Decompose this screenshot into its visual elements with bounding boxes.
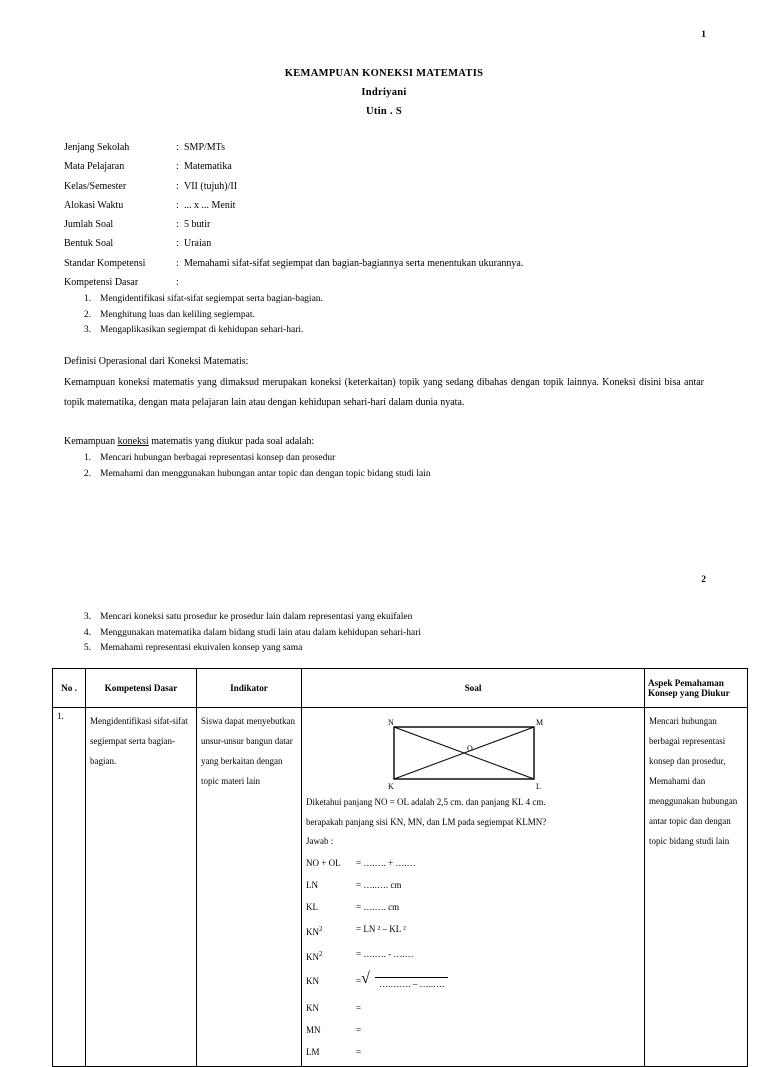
column-header-aspek-line1: Aspek Pemahaman — [648, 678, 724, 688]
meta-value: Uraian — [184, 238, 212, 250]
cell-aspek: Mencari hubungan berbagai representasi konsep dan prosedur, Memahami dan menggunakan hubungan antar topic dan dengan topic bidang studi lain — [645, 708, 748, 1067]
answer-line — [306, 1019, 640, 1041]
answer-line — [306, 943, 640, 968]
answer-line-label: MN — [306, 1024, 321, 1035]
meta-value: Memahami sifat-sifat segiempat dan bagian-bagiannya serta menentukan ukurannya. — [184, 257, 524, 269]
meta-value: VII (tujuh)/II — [184, 180, 238, 192]
answer-line-label — [306, 943, 356, 968]
rectangle-diagram-svg — [368, 715, 578, 791]
answer-line-equals: = — [356, 975, 362, 986]
answer-line-label-text: KN — [306, 951, 319, 962]
list-item-label: Mencari hubungan berbagai representasi konsep dan prosedur — [100, 453, 336, 463]
answer-line-value: = LN ² – KL ² — [356, 923, 406, 934]
list-item — [78, 610, 698, 626]
answer-line-value: = ….…. - ….… — [356, 948, 414, 959]
page-number-1: 1 — [701, 30, 706, 40]
list-item — [78, 292, 678, 308]
table-header-row — [53, 669, 748, 708]
list-item — [78, 626, 698, 642]
document-title-block — [0, 64, 768, 121]
list-item-number: 4. — [83, 627, 91, 638]
list-item-number: 3. — [83, 325, 91, 335]
definisi-heading: Definisi Operasional dari Koneksi Matematis: — [64, 356, 249, 367]
meta-row-bentuk-soal — [64, 234, 704, 253]
column-header-aspek-line2: Konsep yang Diukur — [648, 688, 730, 698]
list-item-number: 2. — [83, 309, 91, 320]
svg-text:L: L — [536, 782, 541, 791]
answer-line-label: KN — [306, 1002, 319, 1013]
meta-label: Mata Pelajaran — [64, 161, 125, 173]
svg-text:K: K — [388, 782, 394, 791]
answer-label: Jawab : — [306, 836, 334, 846]
answer-line-sqrt — [306, 968, 640, 997]
meta-label: Kelas/Semester — [64, 180, 127, 192]
answer-line-value: = …..…. cm — [356, 879, 402, 890]
meta-value: SMP/MTs — [184, 142, 225, 153]
answer-line-label — [306, 918, 356, 943]
svg-text:O: O — [467, 744, 473, 753]
kompetensi-dasar-list — [78, 292, 678, 339]
cell-indikator: Siswa dapat menyebutkan unsur-unsur bangun datar yang berkaitan dengan topic materi lain — [197, 708, 302, 1067]
list-item-number: 3. — [83, 612, 91, 622]
list-item — [78, 641, 698, 657]
meta-row-jenjang-sekolah — [64, 138, 704, 157]
answer-line-value: = — [356, 1002, 362, 1013]
answer-line-label: KL — [306, 901, 318, 912]
diukur-heading — [64, 432, 704, 452]
definisi-body: Kemampuan koneksi matematis yang dimaksud merupakan koneksi (keterkaitan) topik yang sedang dibahas dengan topik lainnya. Koneksi disini bisa antar topik matematika, dengan mata pelajaran lain atau dengan kehidupan sehari-hari dalam dunia nyata. — [64, 377, 704, 408]
meta-row-alokasi-waktu — [64, 196, 704, 215]
list-item-label: Mencari koneksi satu prosedur ke prosedur lain dalam representasi yang ekuifalen — [100, 612, 413, 622]
answer-line-label: LM — [306, 1046, 320, 1057]
meta-row-jumlah-soal — [64, 215, 704, 234]
meta-separator: : — [176, 219, 179, 231]
answer-line — [306, 1041, 640, 1063]
list-item-label: Mengaplikasikan segiempat di kehidupan sehari-hari. — [100, 325, 304, 335]
meta-value: 5 butir — [184, 219, 211, 231]
meta-row-kompetensi-dasar — [64, 273, 704, 292]
column-header-aspek — [645, 669, 748, 708]
table-header — [53, 669, 748, 708]
meta-value: ... x ... Menit — [184, 199, 236, 211]
meta-separator: : — [176, 161, 179, 173]
meta-separator: : — [176, 277, 179, 289]
diukur-list — [78, 451, 698, 482]
meta-label: Alokasi Waktu — [64, 199, 124, 211]
list-item-label: Menghitung luas dan keliling segiempat. — [100, 309, 255, 320]
meta-row-kelas-semester — [64, 177, 704, 196]
answer-line — [306, 852, 640, 874]
answer-line-value: = — [356, 1024, 362, 1035]
column-header-soal: Soal — [302, 669, 645, 708]
svg-text:N: N — [388, 718, 394, 727]
list-item — [78, 451, 698, 467]
list-item-number: 5. — [83, 643, 91, 653]
answer-line-exponent: 2 — [319, 924, 323, 933]
cell-no: 1. — [53, 708, 86, 1067]
column-header-indikator: Indikator — [197, 669, 302, 708]
diukur-heading-post: matematis yang diukur pada soal adalah: — [148, 436, 315, 447]
meta-separator: : — [176, 180, 179, 192]
answer-line-label-text: KN — [306, 926, 319, 937]
meta-value — [184, 273, 704, 292]
list-item-label: Memahami representasi ekuivalen konsep yang sama — [100, 643, 303, 653]
column-header-kompetensi-dasar: Kompetensi Dasar — [86, 669, 197, 708]
answer-line-label: KN — [306, 975, 319, 986]
author-name-2: Utin . S — [366, 106, 402, 117]
list-item — [78, 308, 678, 324]
answer-line-value: = ….…. cm — [356, 901, 400, 912]
answer-line-value: = ….…. + ….… — [356, 857, 416, 868]
table-row — [53, 708, 748, 1067]
answer-line-value: = — [356, 1046, 362, 1057]
answer-line — [306, 918, 640, 943]
author-name-1: Indriyani — [361, 87, 407, 98]
question-line-2: berapakah panjang sisi KN, MN, dan LM pada segiempat KLMN? — [306, 816, 547, 827]
meta-separator: : — [176, 257, 179, 269]
cell-soal — [302, 708, 645, 1067]
diukur-heading-pre: Kemampuan — [64, 436, 118, 447]
question-line-1: Diketahui panjang NO = OL adalah 2,5 cm. dan panjang KL 4 cm. — [306, 797, 546, 807]
list-item-number: 1. — [83, 453, 91, 463]
radical-symbol: √ — [361, 969, 370, 987]
answer-line-label: LN — [306, 879, 318, 890]
meta-separator: : — [176, 238, 179, 250]
list-item-label: Memahami dan menggunakan hubungan antar topic dan dengan topic bidang studi lain — [100, 468, 431, 479]
diukur-list-continued — [78, 610, 698, 657]
meta-label: Kompetensi Dasar — [64, 277, 139, 289]
answer-line-exponent: 2 — [319, 949, 323, 958]
list-item — [78, 323, 678, 339]
rectangle-diagram — [368, 715, 578, 791]
column-header-no: No . — [53, 669, 86, 708]
page-title: KEMAMPUAN KONEKSI MATEMATIS — [284, 68, 484, 79]
square-root-icon — [361, 971, 448, 997]
meta-separator: : — [176, 142, 179, 153]
diukur-heading-underline: koneksi — [117, 436, 149, 447]
cell-kompetensi-dasar: Mengidentifikasi sifat-sifat segiempat serta bagian-bagian. — [86, 708, 197, 1067]
svg-text:M: M — [536, 718, 544, 727]
list-item-label: Menggunakan matematika dalam bidang studi lain atau dalam kehidupan sehari-hari — [100, 627, 422, 638]
kisi-kisi-table — [52, 668, 748, 1067]
meta-label: Bentuk Soal — [64, 238, 114, 250]
metadata-list — [64, 138, 704, 292]
meta-label: Jumlah Soal — [64, 219, 114, 231]
answer-line — [306, 997, 640, 1019]
list-item-number: 2. — [83, 468, 91, 479]
answer-line-label: NO + OL — [306, 857, 341, 868]
answer-line — [306, 896, 640, 918]
meta-label: Jenjang Sekolah — [64, 142, 130, 153]
answer-line — [306, 874, 640, 896]
meta-label: Standar Kompetensi — [64, 257, 146, 269]
meta-separator: : — [176, 199, 179, 211]
radicand: ….……. – …..…. — [375, 977, 448, 989]
page-number-2: 2 — [701, 575, 706, 585]
table-body — [53, 708, 748, 1067]
meta-value: Matematika — [184, 161, 232, 173]
list-item — [78, 467, 698, 483]
list-item-number: 1. — [83, 294, 91, 304]
meta-row-standar-kompetensi — [64, 254, 704, 273]
list-item-label: Mengidentifikasi sifat-sifat segiempat serta bagian-bagian. — [100, 294, 323, 304]
meta-row-mata-pelajaran — [64, 157, 704, 176]
